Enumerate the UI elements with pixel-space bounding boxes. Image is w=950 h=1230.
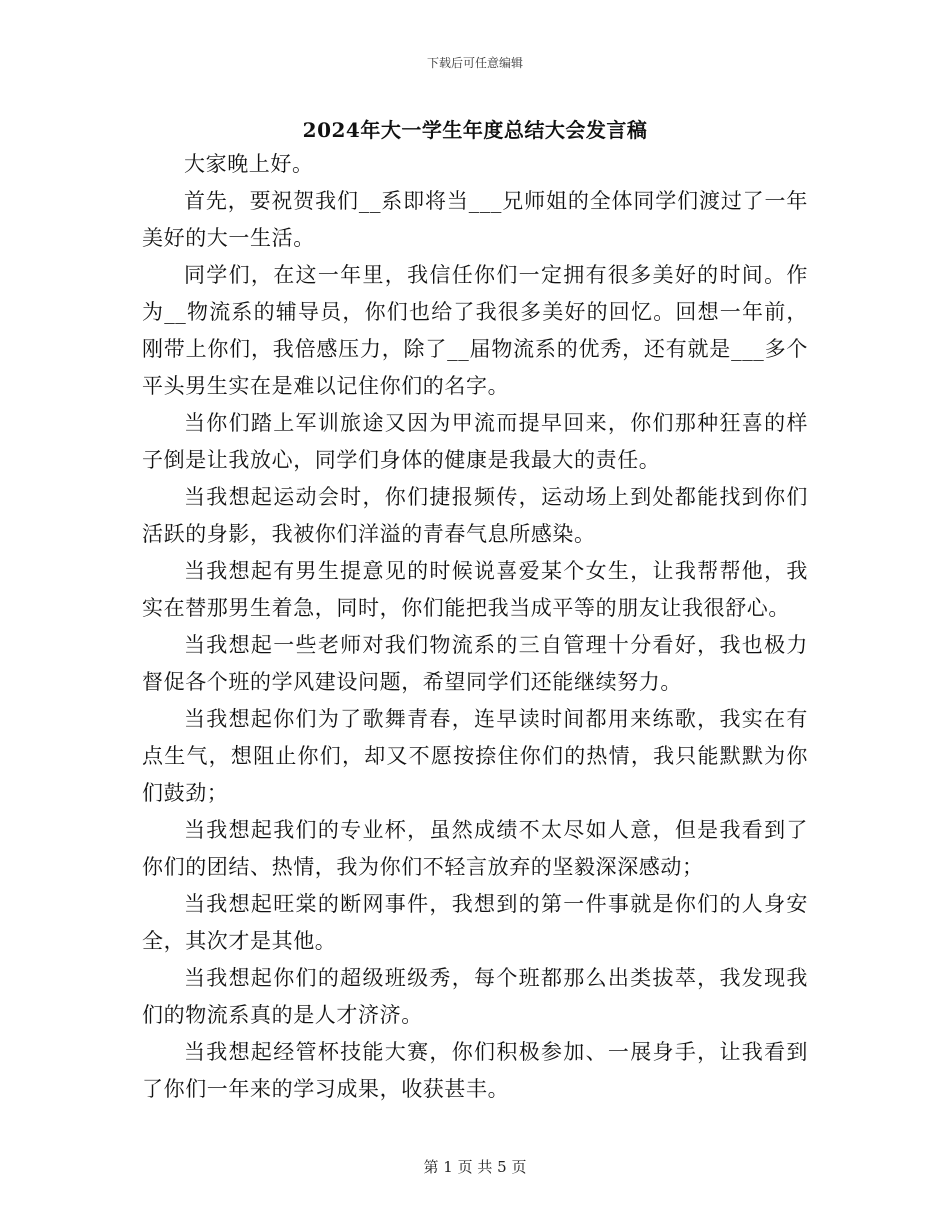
paragraph: 当我想起你们的超级班级秀，每个班都那么出类拔萃，我发现我们的物流系真的是人才济济。 bbox=[142, 966, 808, 1027]
paragraph: 当我想起一些老师对我们物流系的三自管理十分看好，我也极力督促各个班的学风建设问题，希望同学们还能继续努力。 bbox=[142, 633, 808, 694]
page-header-note: 下载后可任意编辑 bbox=[426, 56, 523, 70]
paragraph: 当我想起旺棠的断网事件，我想到的第一件事就是你们的人身安全，其次才是其他。 bbox=[142, 892, 808, 953]
paragraph: 当我想起我们的专业杯，虽然成绩不太尽如人意，但是我看到了你们的团结、热情，我为你们不轻言放弃的坚毅深深感动； bbox=[142, 818, 808, 879]
paragraph: 当我想起经管杯技能大赛，你们积极参加、一展身手，让我看到了你们一年来的学习成果，收获甚丰。 bbox=[142, 1040, 808, 1101]
paragraph: 当我想起你们为了歌舞青春，连早读时间都用来练歌，我实在有点生气，想阻止你们，却又不愿按捺住你们的热情，我只能默默为你们鼓劲； bbox=[142, 707, 808, 805]
page-number-footer: 第 1 页 共 5 页 bbox=[423, 1158, 527, 1176]
paragraph-greeting: 大家晚上好。 bbox=[184, 152, 314, 176]
paragraph: 当我想起运动会时，你们捷报频传，运动场上到处都能找到你们活跃的身影，我被你们洋溢的青春气息所感染。 bbox=[142, 485, 808, 546]
paragraph: 同学们，在这一年里，我信任你们一定拥有很多美好的时间。作为__物流系的辅导员，你们也给了我很多美好的回忆。回想一年前，刚带上你们，我倍感压力，除了__届物流系的优秀，还有就是___多个平头男生实在是难以记住你们的名字。 bbox=[142, 263, 808, 398]
document-title: 2024年大一学生年度总结大会发言稿 bbox=[302, 118, 648, 142]
paragraph: 当你们踏上军训旅途又因为甲流而提早回来，你们那种狂喜的样子倒是让我放心，同学们身体的健康是我最大的责任。 bbox=[142, 411, 808, 472]
paragraph: 首先，要祝贺我们__系即将当___兄师姐的全体同学们渡过了一年美好的大一生活。 bbox=[142, 189, 808, 250]
paragraph: 当我想起有男生提意见的时候说喜爱某个女生，让我帮帮他，我实在替那男生着急，同时，你们能把我当成平等的朋友让我很舒心。 bbox=[142, 559, 808, 620]
document-body bbox=[142, 146, 808, 1108]
